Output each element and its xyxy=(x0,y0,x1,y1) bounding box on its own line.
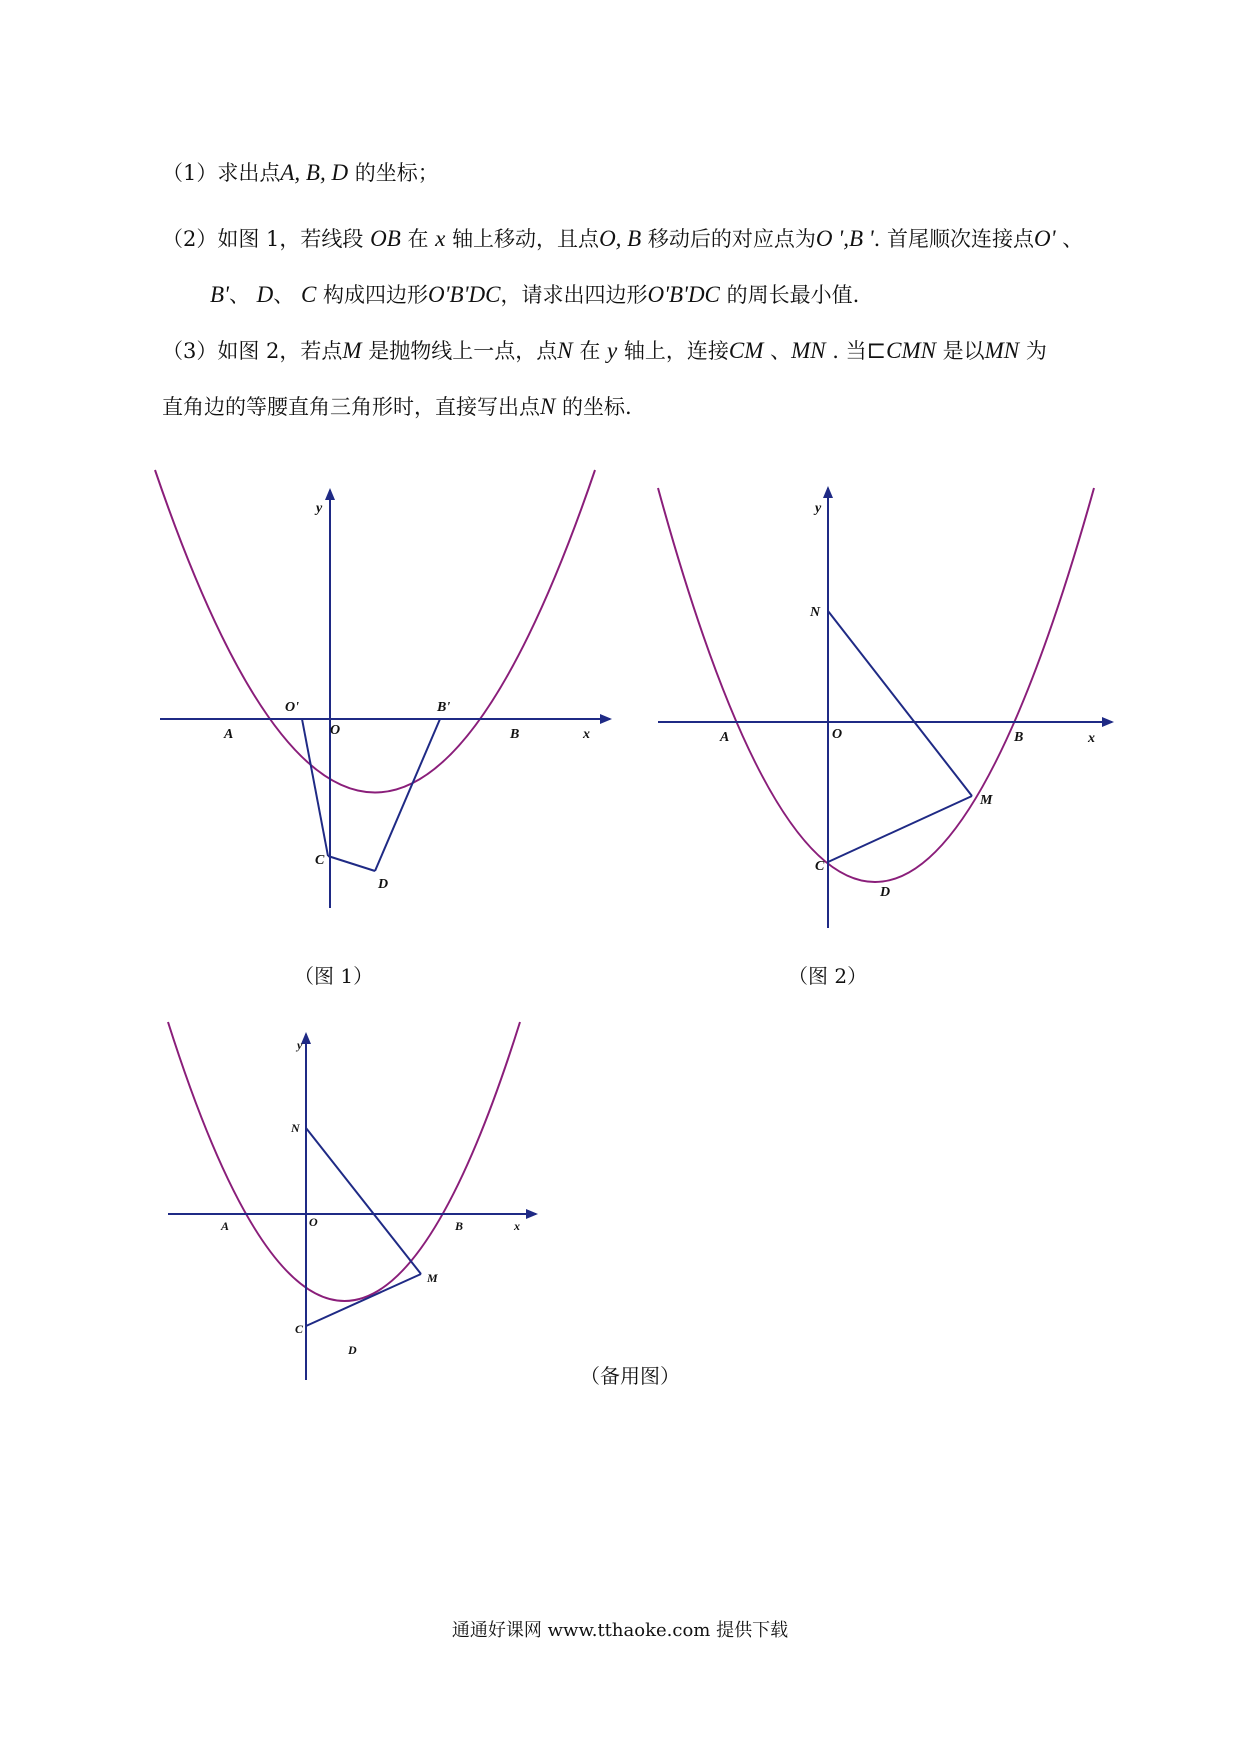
caption-figure-3: （备用图） xyxy=(580,1364,680,1388)
question-1: （1）求出点A, B, D 的坐标； xyxy=(162,160,439,185)
fig3-label-x: x xyxy=(514,1219,520,1233)
fig1-label-x: x xyxy=(583,727,590,742)
fig2-label-d: D xyxy=(880,885,891,900)
fig3-label-o: O xyxy=(309,1215,318,1229)
fig1-label-b1: B' xyxy=(437,700,451,715)
fig1-label-o: O xyxy=(330,723,341,738)
fig2-label-o: O xyxy=(832,727,843,742)
question-2-line-1: （2）如图 1，若线段 OB 在 x 轴上移动，且点O, B 移动后的对应点为O ',B '. 首尾顺次连接点O' 、 xyxy=(162,226,1084,251)
fig2-label-m: M xyxy=(980,793,993,808)
fig3-label-d: D xyxy=(348,1343,357,1357)
question-3-line-1: （3）如图 2，若点M 是抛物线上一点，点N 在 y 轴上，连接CM 、MN . 当⊏CMN 是以MN 为 xyxy=(162,338,1047,363)
fig1-label-d: D xyxy=(378,877,389,892)
fig3-label-n: N xyxy=(291,1121,300,1135)
fig3-parabola xyxy=(168,1022,520,1301)
fig1-label-a: A xyxy=(224,727,234,742)
fig2-label-a: A xyxy=(720,730,730,745)
fig3-segment-nm xyxy=(306,1128,421,1274)
fig3-segment-mc xyxy=(306,1274,421,1326)
fig2-label-c: C xyxy=(815,859,825,874)
fig2-label-b: B xyxy=(1014,730,1024,745)
fig1-label-c: C xyxy=(315,853,325,868)
fig1-label-o1: O' xyxy=(285,700,299,715)
fig3-label-b: B xyxy=(455,1219,464,1233)
footer-source: 通通好课网 www.tthaoke.com 提供下载 xyxy=(451,1620,789,1641)
fig1-label-y: y xyxy=(316,501,323,516)
fig1-label-b: B xyxy=(510,727,520,742)
caption-figure-1: （图 1） xyxy=(294,964,374,988)
fig3-label-y: y xyxy=(297,1038,303,1052)
fig3-label-c: C xyxy=(295,1322,304,1336)
question-3-line-2: 直角边的等腰直角三角形时，直接写出点N 的坐标. xyxy=(162,394,632,419)
fig2-label-y: y xyxy=(815,501,822,516)
fig2-label-n: N xyxy=(810,605,821,620)
fig3-label-a: A xyxy=(221,1219,230,1233)
question-2-line-2: B'、 D、 C 构成四边形O'B'DC，请求出四边形O'B'DC 的周长最小值. xyxy=(210,282,860,307)
caption-figure-2: （图 2） xyxy=(788,964,868,988)
fig2-label-x: x xyxy=(1088,731,1095,746)
fig3-label-m: M xyxy=(427,1271,438,1285)
